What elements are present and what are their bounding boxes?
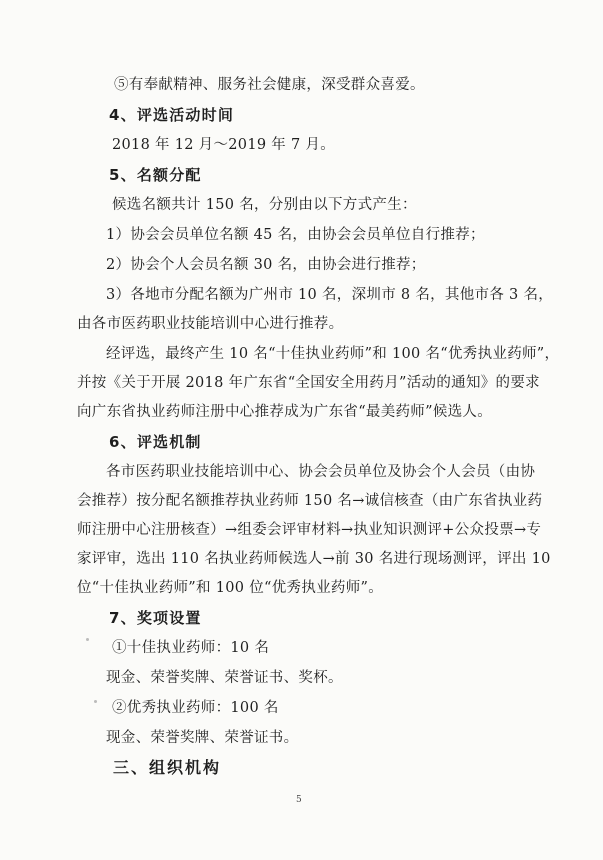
selection-result-para-line-3: 向广东省执业药师注册中心推荐成为广东省“最美药师”候选人。 xyxy=(77,404,493,420)
award-2-prizes: 现金、荣誉奖牌、荣誉证书。 xyxy=(106,730,299,746)
quota-item-2: 2）协会个人会员名额 30 名，由协会进行推荐； xyxy=(106,257,426,273)
section-5-heading: 5、名额分配 xyxy=(109,166,202,184)
selection-result-para: 经评选，最终产生 10 名“十佳执业药师”和 100 名“优秀执业药师”， xyxy=(106,346,560,362)
quota-item-3: 3）各地市分配名额为广州市 10 名，深圳市 8 名，其他市各 3 名， xyxy=(106,287,554,303)
criteria-item-5: ⑤有奉献精神、服务社会健康，深受群众喜爱。 xyxy=(114,77,425,93)
scan-speck xyxy=(86,638,89,641)
section-7-heading: 7、奖项设置 xyxy=(109,609,202,627)
selection-result-para-line-2: 并按《关于开展 2018 年广东省“全国安全用药月”活动的通知》的要求 xyxy=(77,375,540,391)
mechanism-para-line-5: 位“十佳执业药师”和 100 位“优秀执业药师”。 xyxy=(77,580,384,596)
award-1-prizes: 现金、荣誉奖牌、荣誉证书、奖杯。 xyxy=(106,670,343,686)
page-number: 5 xyxy=(296,795,302,805)
quota-item-3-cont: 由各市医药职业技能培训中心进行推荐。 xyxy=(77,316,344,332)
mechanism-para: 各市医药职业技能培训中心、协会会员单位及协会个人会员（由协 xyxy=(106,464,536,480)
mechanism-para-line-2: 会推荐）按分配名额推荐执业药师 150 名→诚信核查（由广东省执业药 xyxy=(77,493,543,509)
quota-intro: 候选名额共计 150 名，分别由以下方式产生： xyxy=(112,197,417,213)
award-2-title: ②优秀执业药师：100 名 xyxy=(112,700,279,716)
quota-item-1: 1）协会会员单位名额 45 名，由协会会员单位自行推荐； xyxy=(106,227,485,243)
section-6-heading: 6、评选机制 xyxy=(109,433,202,451)
part-3-heading: 三、组织机构 xyxy=(113,758,222,777)
mechanism-para-line-4: 家评审，选出 110 名执业药师候选人→前 30 名进行现场测评，评出 10 xyxy=(77,551,551,567)
schedule-text: 2018 年 12 月～2019 年 7 月。 xyxy=(112,137,336,153)
mechanism-para-line-3: 师注册中心注册核查）→组委会评审材料→执业知识测评+公众投票→专 xyxy=(77,522,542,538)
scan-speck xyxy=(94,700,97,703)
section-4-heading: 4、评选活动时间 xyxy=(109,106,235,124)
award-1-title: ①十佳执业药师：10 名 xyxy=(112,640,270,656)
